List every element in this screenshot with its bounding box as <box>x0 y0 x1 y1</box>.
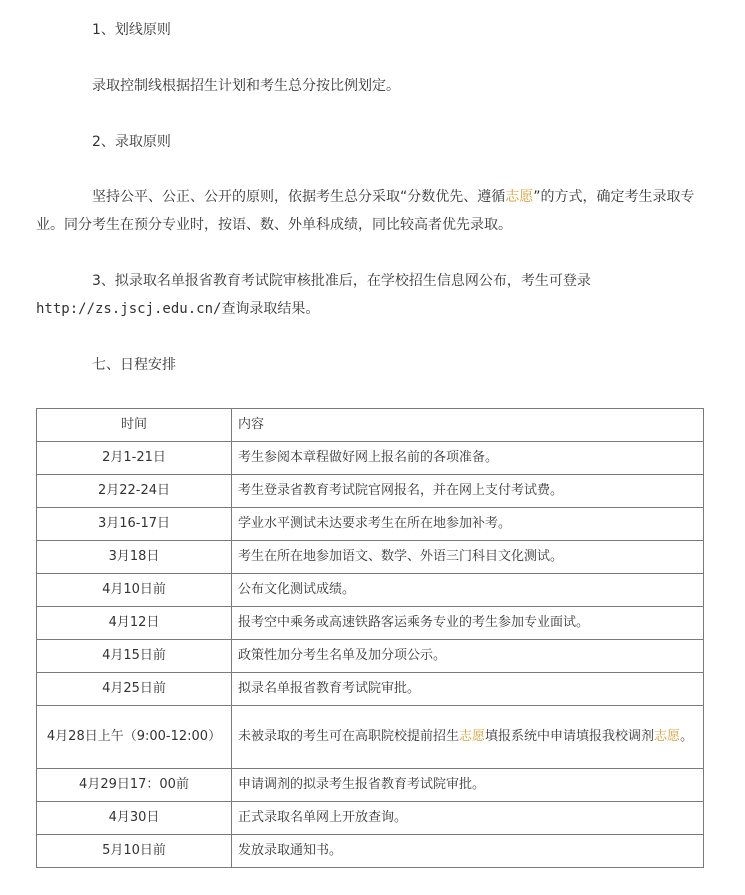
table-row <box>37 574 704 607</box>
row-content: 政策性加分考生名单及加分项公示。 <box>232 640 704 673</box>
table-row <box>37 541 704 574</box>
highlight-zhiyuan: 志愿 <box>505 189 534 205</box>
row-time: 4月15日前 <box>37 640 232 673</box>
heading-admission-principle: 2、录取原则 <box>92 134 171 150</box>
row-content: 拟录名单报省教育考试院审批。 <box>232 673 704 706</box>
row-content: 考生登录省教育考试院官网报名，并在网上支付考试费。 <box>232 475 704 508</box>
heading-admission-line-principle: 1、划线原则 <box>92 22 171 38</box>
row-content: 发放录取通知书。 <box>232 835 704 868</box>
row-time: 2月1-21日 <box>37 442 232 475</box>
admissions-website-url: http://zs.jscj.edu.cn/ <box>36 301 222 317</box>
table-row <box>37 508 704 541</box>
header-time: 时间 <box>37 409 232 442</box>
row-time: 4月30日 <box>37 802 232 835</box>
table-header-row <box>37 409 704 442</box>
table-row <box>37 769 704 802</box>
row-time: 4月10日前 <box>37 574 232 607</box>
row-content: 正式录取名单网上开放查询。 <box>232 802 704 835</box>
row-time: 3月16-17日 <box>37 508 232 541</box>
highlight-zhiyuan: 志愿 <box>654 729 681 744</box>
row-content: 申请调剂的拟录考生报省教育考试院审批。 <box>232 769 704 802</box>
table-row <box>37 835 704 868</box>
row-time: 4月29日17：00前 <box>37 769 232 802</box>
row-time: 3月18日 <box>37 541 232 574</box>
row-content: 考生在所在地参加语文、数学、外语三门科目文化测试。 <box>232 541 704 574</box>
row-time: 4月25日前 <box>37 673 232 706</box>
paragraph-result-query: 3、拟录取名单报省教育考试院审核批准后，在学校招生信息网公布，考生可登录http://zs.jscj.edu.cn/查询录取结果。 <box>36 273 591 317</box>
row-time: 4月28日上午（9:00-12:00） <box>37 706 232 769</box>
row-content: 考生参阅本章程做好网上报名前的各项准备。 <box>232 442 704 475</box>
row-content: 未被录取的考生可在高职院校提前招生志愿填报系统中申请填报我校调剂志愿。 <box>232 706 704 769</box>
row-time: 5月10日前 <box>37 835 232 868</box>
paragraph-admission-line: 录取控制线根据招生计划和考生总分按比例划定。 <box>92 78 400 94</box>
schedule-table <box>36 408 704 868</box>
heading-schedule: 七、日程安排 <box>92 357 176 373</box>
table-row <box>37 607 704 640</box>
table-row <box>37 640 704 673</box>
row-content: 公布文化测试成绩。 <box>232 574 704 607</box>
table-row <box>37 442 704 475</box>
highlight-zhiyuan: 志愿 <box>459 729 486 744</box>
table-row <box>37 802 704 835</box>
row-time: 4月12日 <box>37 607 232 640</box>
row-content: 学业水平测试未达要求考生在所在地参加补考。 <box>232 508 704 541</box>
table-row <box>37 673 704 706</box>
row-content: 报考空中乘务或高速铁路客运乘务专业的考生参加专业面试。 <box>232 607 704 640</box>
table-row <box>37 706 704 769</box>
row-time: 2月22-24日 <box>37 475 232 508</box>
header-content: 内容 <box>232 409 704 442</box>
paragraph-admission-principle: 坚持公平、公正、公开的原则，依据考生总分采取“分数优先、遵循志愿”的方式，确定考生录取专业。同分考生在预分专业时，按语、数、外单科成绩，同比较高者优先录取。 <box>36 189 695 233</box>
table-row <box>37 475 704 508</box>
